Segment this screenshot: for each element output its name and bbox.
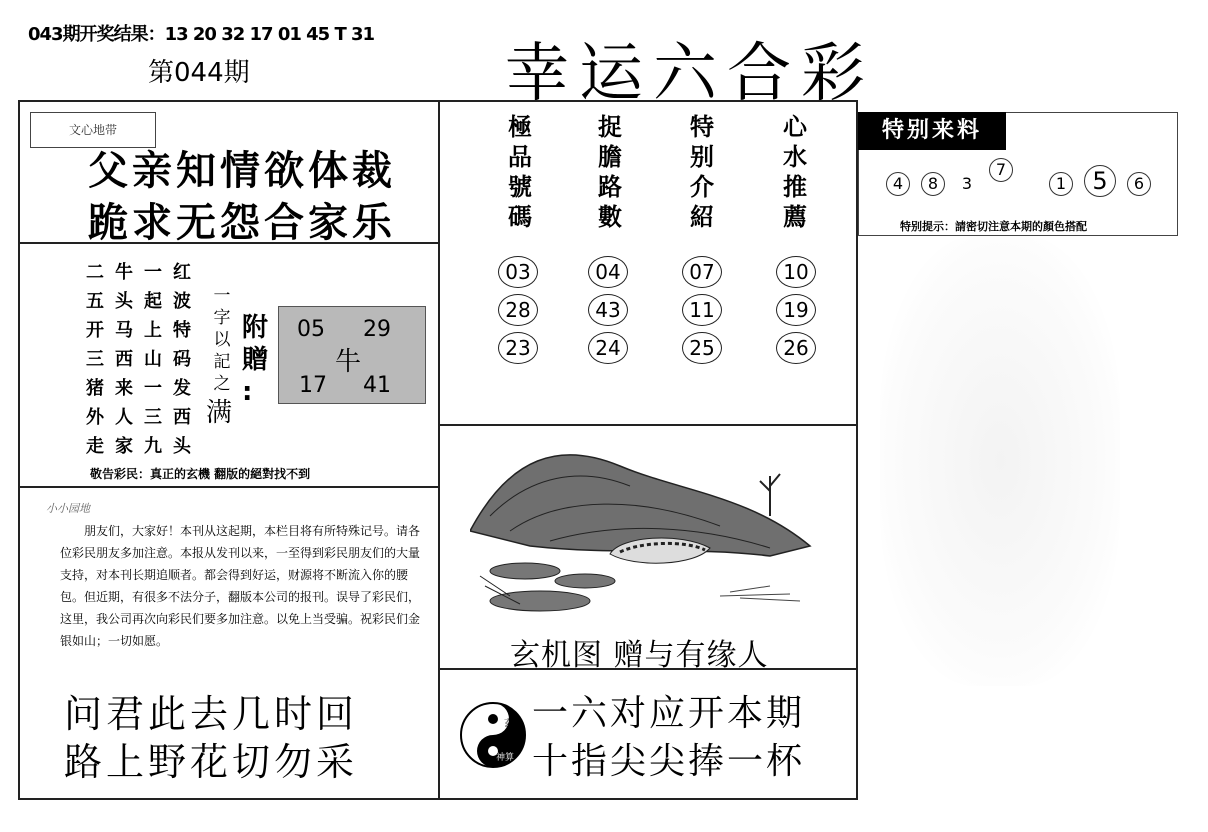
gift-number: 41 <box>363 373 391 398</box>
poem-line: 路上野花切勿采 <box>64 740 359 784</box>
gift-number: 17 <box>299 373 327 398</box>
gift-box <box>278 306 426 404</box>
poem-line: 父亲知情欲体裁 <box>88 147 396 194</box>
riddle-side-tail: 满 <box>206 398 233 428</box>
number-ball: 10 <box>776 256 816 288</box>
column-head: 捉膽路數 <box>598 112 622 231</box>
riddle-row: 开马上特 <box>86 320 202 341</box>
number-ball: 25 <box>682 332 722 364</box>
riddle-row: 五头起波 <box>86 291 202 312</box>
special-number: 8 <box>921 172 945 196</box>
warning-text: 敬告彩民：真正的玄機 翻版的絕對找不到 <box>90 467 311 481</box>
section-tag: 文心地带 <box>30 112 156 148</box>
gift-label-text: 附贈 <box>242 313 269 375</box>
column-head: 極品號碼 <box>508 112 532 231</box>
number-ball: 19 <box>776 294 816 326</box>
special-number: 7 <box>989 158 1013 182</box>
faded-watermark <box>880 236 1120 686</box>
number-ball: 07 <box>682 256 722 288</box>
special-numbers <box>886 160 1155 197</box>
riddle-row: 三西山码 <box>86 349 202 370</box>
number-ball: 11 <box>682 294 722 326</box>
poem-line: 十指尖尖捧一杯 <box>532 741 806 782</box>
number-ball: 23 <box>498 332 538 364</box>
column-head: 特别介紹 <box>690 112 714 231</box>
riddle-row: 猪来一发 <box>86 378 202 399</box>
number-ball: 28 <box>498 294 538 326</box>
yinyang-icon <box>458 700 528 770</box>
number-ball: 03 <box>498 256 538 288</box>
poem-top-left <box>88 145 396 249</box>
yinyang-text: 玄機 <box>504 719 523 729</box>
riddle-side-text: 一字以記之 <box>213 286 231 394</box>
gift-number: 05 <box>297 317 325 342</box>
riddle-block <box>86 258 202 461</box>
previous-result: 043期开奖结果：13 20 32 17 01 45 T 31 <box>28 24 375 45</box>
picture-caption: 玄机图 赠与有缘人 <box>510 638 769 673</box>
number-ball: 43 <box>588 294 628 326</box>
notice-paragraph: 朋友们，大家好！本刊从这起期，本栏目将有所特殊记号。请各位彩民朋友多加注意。本报从发刊以来，一至得到彩民朋友们的大量支持，对本刊长期追顺者。都会得到好运，财源将不断流入你的腰包。但近期，有很多不法分子，翻版本公司的报刊。误导了彩民们，这里，我公司再次向彩民们要多加注意。以免上当受骗。祝彩民们金银如山；一切如愿。 <box>60 524 421 648</box>
riddle-row: 走家九头 <box>86 436 202 457</box>
riddle-row: 二牛一红 <box>86 262 202 283</box>
divider-vertical <box>438 100 440 800</box>
page-title: 幸运六合彩 <box>505 37 875 111</box>
special-number: 4 <box>886 172 910 196</box>
poem-line: 一六对应开本期 <box>532 693 806 734</box>
poem-bottom-right <box>532 690 805 786</box>
poem-line: 问君此去几时回 <box>64 692 359 736</box>
riddle-row: 外人三西 <box>86 407 202 428</box>
column-head: 心水推薦 <box>783 112 807 231</box>
special-tip: 特别提示：請密切注意本期的顏色搭配 <box>900 220 1087 233</box>
special-number: 1 <box>1049 172 1073 196</box>
divider-right-1 <box>438 424 858 426</box>
number-ball: 26 <box>776 332 816 364</box>
special-number: 5 <box>1084 165 1116 197</box>
yinyang-text: 神算 <box>496 753 515 763</box>
gift-zodiac: 牛 <box>335 347 362 377</box>
gift-number: 29 <box>363 317 391 342</box>
special-number: 3 <box>961 174 973 193</box>
divider-left-2 <box>18 486 438 488</box>
special-heading: 特别来料 <box>858 112 1006 150</box>
notice-tag: 小小园地 <box>46 502 90 515</box>
issue-number: 第044期 <box>148 58 250 88</box>
number-ball: 24 <box>588 332 628 364</box>
riddle-picture <box>470 436 830 616</box>
poem-line: 跪求无怨合家乐 <box>88 199 396 246</box>
number-ball: 04 <box>588 256 628 288</box>
special-number: 6 <box>1127 172 1151 196</box>
gift-colon: : <box>242 377 253 407</box>
gift-label <box>242 312 272 408</box>
poem-bottom-left <box>64 690 358 786</box>
